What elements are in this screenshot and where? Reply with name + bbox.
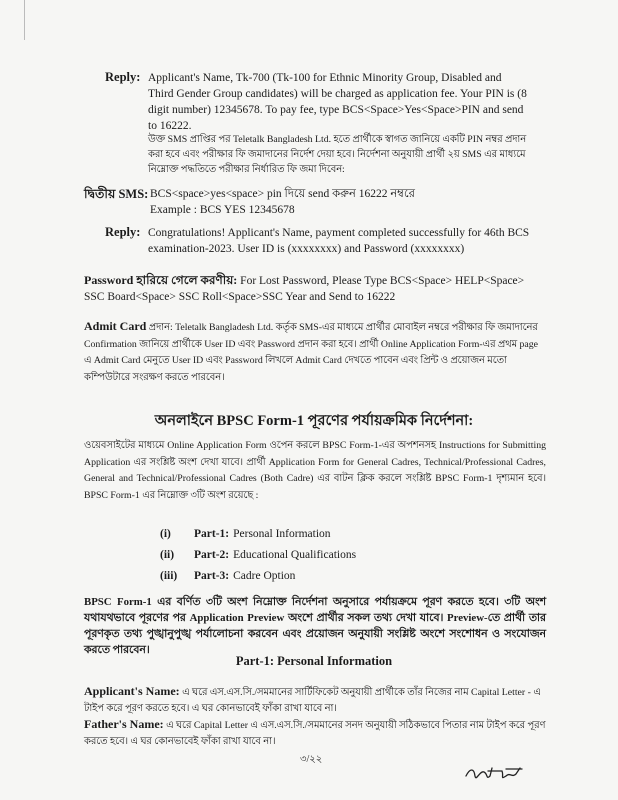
page-number: ৩/২২: [300, 754, 323, 765]
list-item: (i) Part-1: Personal Information: [160, 528, 331, 540]
parts-list: [160, 524, 500, 587]
second-sms-label: দ্বিতীয় SMS:: [84, 187, 149, 201]
applicant-name-text: এ ঘরে এস.এস.সি./সমমানের সার্টিফিকেট অনুযায়ী প্রার্থীকে তাঁর নিজের নাম Capital Letter - এ টাইপ করে পূরণ করতে হবে। এ ঘর কোনভাবেই ফাঁকা রাখা যাবে না।: [84, 687, 541, 714]
reply-label: Reply:: [105, 70, 141, 84]
list-item: (iii) Part-3: Cadre Option: [160, 570, 296, 582]
reply2-text: Congratulations! Applicant's Name, payment completed successfully for 46th BCS examination-2023. User ID is (xxxxxxxx) and Password (xxxxxxxx): [148, 227, 530, 255]
reply2-label: Reply:: [105, 225, 141, 239]
admit-card-block: [84, 318, 544, 386]
section-heading: অনলাইনে BPSC Form-1 পূরণের পর্যায়ক্রমিক নির্দেশনা:: [154, 413, 474, 429]
reply-text: Applicant's Name, Tk-700 (Tk-100 for Ethnic Minority Group, Disabled and Third Gender Group candidates) will be charged as application fee. Your PIN is (8 digit number) 12345678. To pay fee, type BCS<Space>Yes<Space>PIN and send to 16222.: [148, 72, 527, 132]
bold-instruction-paragraph: BPSC Form-1 এর বর্ণিত ৩টি অংশ নিম্নোক্ত নির্দেশনা অনুসারে পর্যায়ক্রমে পূরণ করতে হবে। ৩টি অংশ যথাযথভাবে পূরণের পর Application Preview অংশে প্রার্থীর সকল তথ্য দেখা যাবে। Preview-তে প্রার্থী তার পূরণকৃত তথ্য পুঙ্খানুপুঙ্খ পর্যালোচনা করবেন এবং প্রয়োজন অনুযায়ী সংশ্লিষ্ট অংশে সংশোধন ও সংযোজন করতে পারবেন।: [84, 596, 546, 656]
father-name-label: Father's Name:: [84, 717, 164, 731]
part1-heading: Part-1: Personal Information: [235, 654, 393, 668]
intro-paragraph: ওয়েবসাইটের মাধ্যমে Online Application Form ওপেন করলে BPSC Form-1-এর অপশনসহ Instructions for Submitting Application এর সংশ্লিষ্ট অংশ দেখা যাবে। প্রার্থী Application Form for General Cadres, Technical/Professional Cadres, General and Technical/Professional Cadres (Both Cadre) এর বাটন ক্লিক করলে সংশ্লিষ্ট BPSC Form-1 দৃশ্যমান হবে। BPSC Form-1 এর নিম্নোক্ত ৩টি অংশ রয়েছে :: [84, 440, 546, 501]
applicant-name-block: [84, 683, 546, 717]
admit-card-text: প্রদান: Teletalk Bangladesh Ltd. কর্তৃক SMS-এর মাধ্যমে প্রার্থীর মোবাইল নম্বরে পরীক্ষার ফি জমাদানের Confirmation জানিয়ে প্রার্থীকে User ID এবং Password প্রদান করা হবে। প্রার্থী Online Application Form-এর প্রথম page এ Admit Card মেনুতে User ID এবং Password লিখলে Admit Card দেখতে পাবেন এবং প্রিন্ট ও প্রয়োজন মতো কম্পিউটারে সংরক্ষণ করতে পারবেন।: [84, 322, 538, 383]
second-sms-example: Example : BCS YES 12345678: [150, 204, 295, 216]
password-lost-text: For Lost Password, Please Type BCS<Space> HELP<Space> SSC Board<Space> SSC Roll<Space>SSC Year and Send to 16222: [84, 275, 525, 303]
applicant-name-label: Applicant's Name:: [84, 684, 180, 698]
signature-mark: [462, 762, 524, 786]
password-lost-block: [84, 272, 544, 305]
password-lost-label: Password হারিয়ে গেলে করণীয়:: [84, 273, 238, 287]
father-name-block: [84, 716, 546, 750]
father-name-text: এ ঘরে Capital Letter এ এস.এস.সি./সমমানের সনদ অনুযায়ী সঠিকভাবে পিতার নাম টাইপ করে পূরণ করতে হবে। এ ঘর কোনভাবেই ফাঁকা রাখা যাবে না।: [84, 720, 546, 747]
reply-bangla-note: উক্ত SMS প্রাপ্তির পর Teletalk Bangladesh Ltd. হতে প্রার্থীকে স্বাগত জানিয়ে একটি PIN নম্বর প্রদান করা হবে এবং পরীক্ষার ফি জমাদানের নির্দেশ দেয়া হবে। নির্দেশনা অনুযায়ী প্রার্থী ২য় SMS এর মাধ্যমে নিম্নোক্ত পদ্ধতিতে পরীক্ষার নির্ধারিত ফি জমা দিবেন:: [148, 134, 527, 175]
list-item: (ii) Part-2: Educational Qualifications: [160, 549, 357, 561]
admit-card-label: Admit Card: [84, 319, 147, 333]
second-sms-line1: BCS<space>yes<space> pin দিয়ে send করুন 16222 নম্বরে: [150, 188, 415, 200]
scan-edge-mark: [24, 0, 25, 40]
